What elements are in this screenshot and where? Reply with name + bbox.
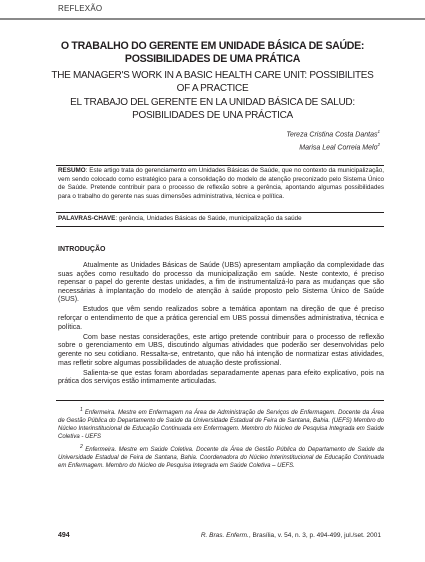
intro-paragraph-3: Com base nestas considerações, este artigo pretende contribuir para o processo de reflexão sobre o gerenciamento em UBS, discutindo algumas atividades que poderão ser desenvolvidas pelo gerente no seu cotidiano. Ressalta-se, entretanto, que não há intenção de normatizar estas atividades, mas refletir sobre algumas possibilidades de atuação deste profissional. bbox=[58, 333, 384, 367]
journal-name: R. Bras. Enferm. bbox=[200, 532, 249, 539]
page-number: 494 bbox=[58, 532, 70, 539]
title-es-line1: EL TRABAJO DEL GERENTE EN LA UNIDAD BÁSICA DE SALUD: bbox=[70, 97, 355, 108]
title-pt-line1: O TRABALHO DO GERENTE EM UNIDADE BÁSICA DE SAÚDE: bbox=[60, 40, 365, 52]
author-1 bbox=[286, 127, 380, 140]
authors bbox=[286, 127, 380, 154]
title-es-line2: POSIBILIDADES DE UNA PRÁCTICA bbox=[132, 109, 293, 121]
footnote-2-text: Enfermeira. Mestre em Saúde Coletiva. Docente da Área de Gestão Pública do Departamento de Saúde da Universidade Estadual de Feira de Santana, Bahia. Coordenadora do Núcleo Interinstitucional de Educação Continuada em Enfermagem. Membro do Núcleo de Pesquisa Integrada em Saúde Coletiva – UEFS. bbox=[58, 447, 384, 469]
footnote-1-text: Enfermeira. Mestre em Enfermagem na Área de Administração de Serviços de Enfermagem. Docente da Área de Gestão Pública do Departamento de Saúde da Universidade Estadual de Feira de Santana, Bahia. (UEFS) Membro do Núcleo Interinstitucional de Educação Continuada em Enfermagem. Membro do Núcleo de Pesquisa Integrada em Saúde Coletiva - UEFS bbox=[58, 410, 384, 440]
intro-paragraph-2: Estudos que vêm sendo realizados sobre a temática apontam na direção de que é preciso reforçar o entendimento de que a prática gerencial em UBS possui dimensões administrativa, técnica e política. bbox=[58, 306, 384, 331]
footnotes bbox=[58, 406, 384, 472]
title-en-line1: THE MANAGER'S WORK IN A BASIC HEALTH CARE UNIT: POSSIBILITES bbox=[51, 70, 374, 81]
section-tag: REFLEXÃO bbox=[58, 4, 103, 13]
abstract bbox=[58, 167, 384, 201]
footnote-rule bbox=[56, 400, 384, 401]
author-2-mark: 2 bbox=[377, 142, 380, 148]
author-1-mark: 1 bbox=[377, 129, 380, 134]
author-1-name: Tereza Cristina Costa Dantas bbox=[286, 131, 378, 139]
author-2-name: Marisa Leal Correia Melo bbox=[299, 144, 378, 152]
footnote-1-mark: 1 bbox=[80, 407, 83, 413]
intro-paragraph-4: Salienta-se que estas foram abordadas separadamente apenas para efeito explicativo, pois na prática dos serviços estão intimamente articuladas. bbox=[58, 369, 384, 386]
title-spanish bbox=[0, 97, 425, 122]
footnote-1 bbox=[58, 406, 384, 441]
keywords-body: : gerência, Unidades Básicas de Saúde, municipalização da saúde bbox=[115, 215, 302, 222]
abstract-body: : Este artigo trata do gerenciamento em Unidades Básicas de Saúde, que no contexto da municipalização, vem sendo colocado como estratégico para a consolidação do modelo de atenção preconizado pelo Sistema Único de Saúde. Pretende contribuir para o processo de reflexão sobre a gerência, apontando algumas possibilidades para o trabalho do gerente nas suas dimensões administrativa, técnica e política. bbox=[58, 167, 384, 200]
keywords-label: PALAVRAS-CHAVE bbox=[58, 215, 116, 222]
intro-paragraph-1: Atualmente as Unidades Básicas de Saúde (UBS) apresentam ampliação da complexidade das suas ações como resultado do processo da municipalização em saúde. Neste contexto, é preciso repensar o papel do gerente destas unidades, a fim de instrumentalizá-lo para as mudanças que são necessárias à implantação do modelo de atenção à saúde proposto pelo Sistema Único de Saúde (SUS). bbox=[58, 262, 384, 304]
keywords-rule bbox=[56, 226, 384, 227]
keywords bbox=[58, 215, 384, 224]
title-pt-line2: POSSIBILIDADES DE UMA PRÁTICA bbox=[124, 53, 301, 65]
journal-citation bbox=[201, 532, 381, 539]
header-rule bbox=[0, 18, 425, 20]
footnote-2-mark: 2 bbox=[80, 444, 83, 450]
title-english bbox=[0, 70, 425, 95]
abstract-label: RESUMO bbox=[58, 167, 86, 174]
title-en-line2: OF A PRACTICE bbox=[176, 82, 249, 94]
footnote-2 bbox=[58, 443, 384, 470]
intro-heading: INTRODUÇÃO bbox=[58, 246, 106, 253]
author-2 bbox=[286, 140, 380, 153]
intro-body bbox=[58, 262, 384, 387]
citation-details: , Brasília, v. 54, n. 3, p. 494-499, jul./set. 2001 bbox=[248, 532, 381, 539]
title-portuguese bbox=[0, 40, 425, 66]
